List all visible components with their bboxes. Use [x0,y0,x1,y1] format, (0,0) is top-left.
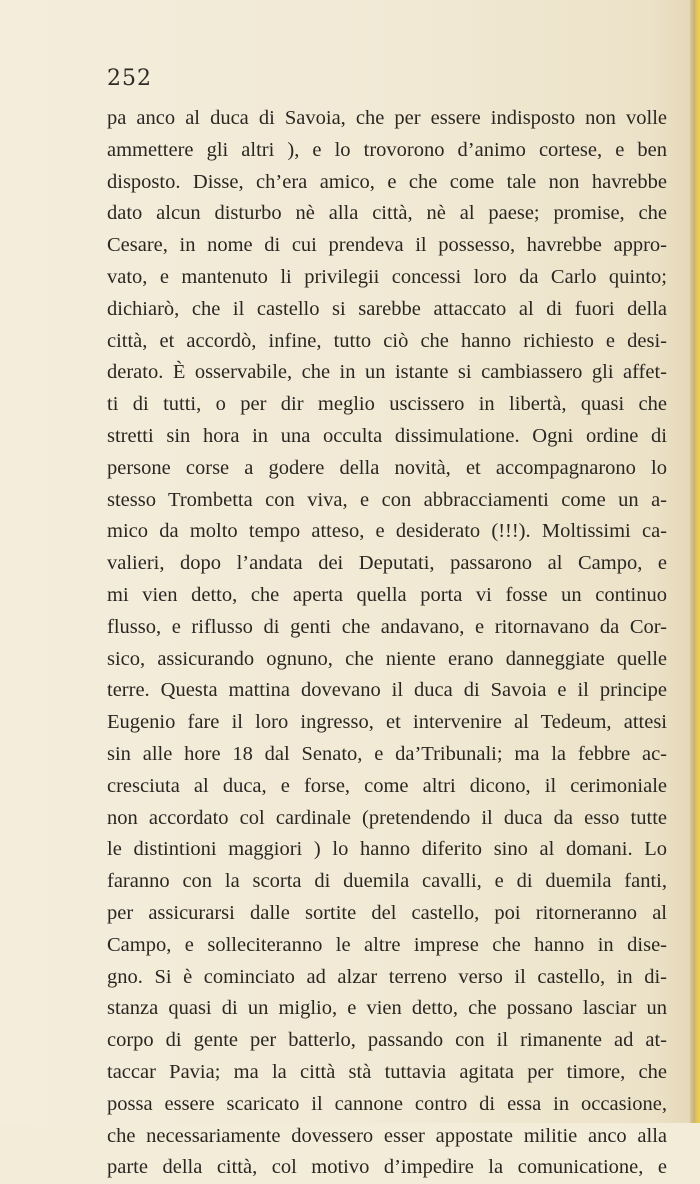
body-text [107,103,667,1184]
text-line: valieri, dopo l’andata dei Deputati, passarono al Campo, e [107,552,667,575]
text-line: stesso Trombetta con viva, e con abbracciamenti come un a- [107,488,667,511]
text-line: parte della città, col motivo d’impedire la comunicatione, e [107,1156,667,1179]
text-line: mico da molto tempo atteso, e desiderato (!!!). Moltissimi ca- [107,520,667,543]
text-line: corpo di gente per batterlo, passando con il rimanente ad at- [107,1029,667,1052]
text-line: dato alcun disturbo nè alla città, nè al paese; promise, che [107,202,667,225]
page-edge [690,0,700,1123]
text-line: possa essere scaricato il cannone contro di essa in occasione, [107,1092,667,1115]
text-line: stretti sin hora in una occulta dissimulatione. Ogni ordine di [107,424,667,447]
text-line: cresciuta al duca, e forse, come altri dicono, il cerimoniale [107,774,667,797]
text-line: pa anco al duca di Savoia, che per essere indisposto non volle [107,107,667,129]
text-line: disposto. Disse, ch’era amico, e che come tale non havrebbe [107,170,667,193]
text-line: non accordato col cardinale (pretendendo il duca da esso tutte [107,806,667,829]
text-line: Eugenio fare il loro ingresso, et intervenire al Tedeum, attesi [107,711,667,734]
text-line: dichiarò, che il castello si sarebbe attaccato al di fuori della [107,297,667,320]
text-line: faranno con la scorta di duemila cavalli, e di duemila fanti, [107,870,667,893]
page-number: 252 [107,66,152,91]
text-line: sico, assicurando ognuno, che niente erano danneggiate quelle [107,647,667,670]
text-line: Campo, e solleciteranno le altre imprese che hanno in dise- [107,933,667,956]
text-line: ammettere gli altri ), e lo trovorono d’animo cortese, e ben [107,138,667,161]
text-line: taccar Pavia; ma la città stà tuttavia agitata per timore, che [107,1060,667,1083]
text-line: città, et accordò, infine, tutto ciò che hanno richiesto e desi- [107,329,667,352]
text-line: le distintioni maggiori ) lo hanno diferito sino al domani. Lo [107,838,667,861]
text-line: mi vien detto, che aperta quella porta vi fosse un continuo [107,583,667,606]
text-line: Cesare, in nome di cui prendeva il possesso, havrebbe appro- [107,234,667,257]
text-line: stanza quasi di un miglio, e vien detto, che possano lasciar un [107,997,667,1020]
text-line: ti di tutti, o per dir meglio uscissero in libertà, quasi che [107,393,667,416]
text-line: sin alle hore 18 dal Senato, e da’Tribunali; ma la febbre ac- [107,742,667,765]
text-line: per assicurarsi dalle sortite del castello, poi ritorneranno al [107,901,667,924]
text-line: persone corse a godere della novità, et accompagnarono lo [107,456,667,479]
text-line: terre. Questa mattina dovevano il duca di Savoia e il principe [107,679,667,702]
text-line: flusso, e riflusso di genti che andavano, e ritornavano da Cor- [107,615,667,638]
text-line: che necessariamente dovessero esser appostate militie anco alla [107,1124,667,1147]
text-line: vato, e mantenuto li privilegii concessi loro da Carlo quinto; [107,265,667,288]
text-line: derato. È osservabile, che in un istante si cambiassero gli affet- [107,361,667,384]
text-line: gno. Si è cominciato ad alzar terreno verso il castello, in di- [107,965,667,988]
